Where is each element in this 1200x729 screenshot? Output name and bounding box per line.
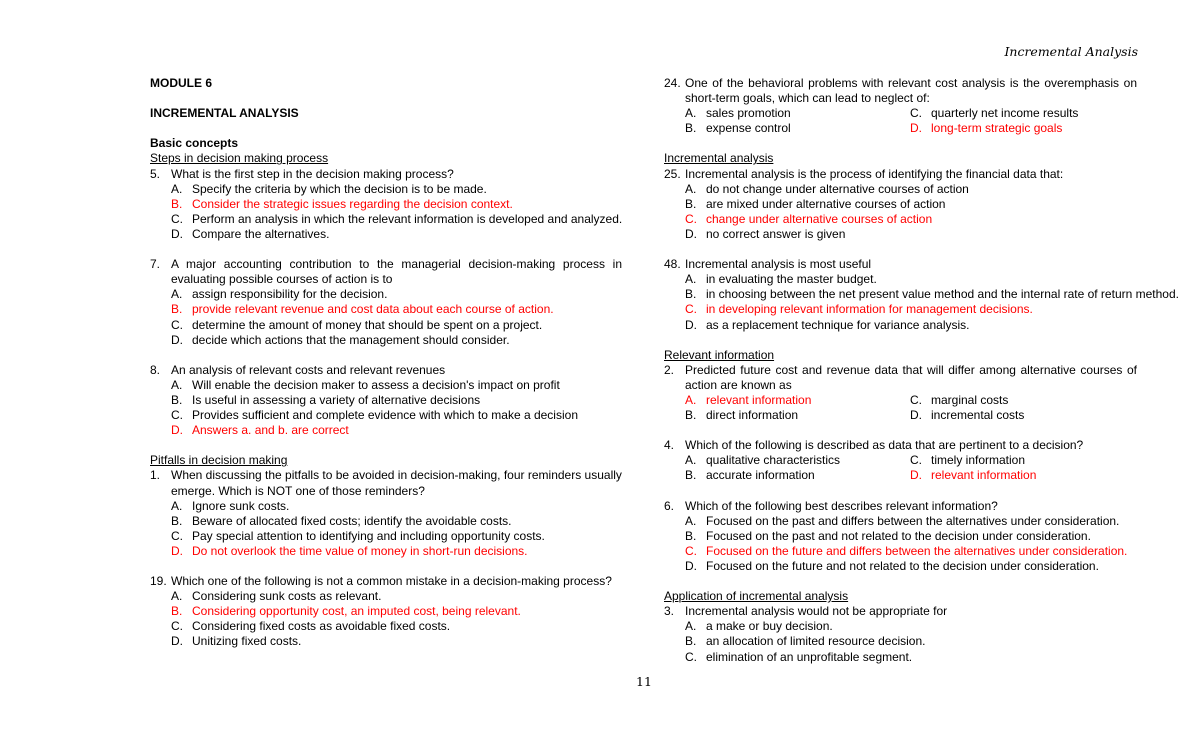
option <box>664 182 1137 197</box>
option-letter: C. <box>685 649 697 664</box>
module-label: MODULE 6 <box>150 76 213 90</box>
option-text: Considering opportunity cost, an imputed cost, being relevant. <box>192 604 521 619</box>
question-text: Incremental analysis would not be appropriate for <box>685 604 948 619</box>
option-letter: B. <box>685 287 697 302</box>
option-text: Beware of allocated fixed costs; identify the avoidable costs. <box>192 513 512 528</box>
option-correct <box>910 468 1135 483</box>
option <box>150 619 622 634</box>
subsection-heading: Application of incremental analysis <box>664 589 849 604</box>
option-text: Ignore sunk costs. <box>192 498 290 513</box>
option <box>664 468 910 483</box>
option-letter: D. <box>171 634 183 649</box>
option-row <box>664 468 1137 483</box>
option-letter: A. <box>171 498 183 513</box>
option-letter: C. <box>910 392 922 407</box>
question-text: When discussing the pitfalls to be avoided in decision-making, four reminders usually emerge. Which is NOT one of those reminders? <box>171 468 622 498</box>
option-text: marginal costs <box>931 392 1009 407</box>
option-letter: A. <box>171 287 183 302</box>
question-48: 48. Incremental analysis is most useful <box>664 257 1137 272</box>
option-letter: A. <box>685 181 697 196</box>
option-correct <box>910 121 1135 136</box>
option-text: Consider the strategic issues regarding the decision context. <box>192 196 513 211</box>
option <box>664 318 1137 333</box>
option-text: relevant information <box>931 468 1037 483</box>
question-2: 2. Predicted future cost and revenue data that will differ among alternative courses of action are known as <box>664 362 1137 392</box>
option-letter: D. <box>685 317 697 332</box>
option-text: Focused on the future and differs between the alternatives under consideration. <box>706 543 1128 558</box>
option <box>150 634 622 649</box>
question-7: 7. A major accounting contribution to the managerial decision-making process in evaluating possible courses of action is to <box>150 257 622 287</box>
option-letter: C. <box>685 543 697 558</box>
option-text: assign responsibility for the decision. <box>192 287 388 302</box>
question-text: Which one of the following is not a common mistake in a decision-making process? <box>171 574 612 589</box>
option-letter: D. <box>685 226 697 241</box>
option-letter: D. <box>171 423 183 438</box>
option-text: elimination of an unprofitable segment. <box>706 649 913 664</box>
question-text: A major accounting contribution to the managerial decision-making process in evaluating possible courses of action is to <box>171 257 622 287</box>
option-letter: A. <box>171 589 183 604</box>
question-19: 19. Which one of the following is not a common mistake in a decision-making process? <box>150 574 622 589</box>
subsection-heading: Relevant information <box>664 347 775 362</box>
option-letter: C. <box>171 408 183 423</box>
option-letter: D. <box>171 332 183 347</box>
option-letter: C. <box>685 211 697 226</box>
option-text: Answers a. and b. are correct <box>192 423 349 438</box>
option <box>664 529 1137 544</box>
option-text: Specify the criteria by which the decision is to be made. <box>192 181 487 196</box>
option <box>910 393 1135 408</box>
option-letter: A. <box>685 453 697 468</box>
option-text: direct information <box>706 408 799 423</box>
option <box>150 287 622 302</box>
option-letter: B. <box>685 408 697 423</box>
option-letter: A. <box>171 181 183 196</box>
option-text: in choosing between the net present value method and the internal rate of return method. <box>706 287 1179 302</box>
option-text: sales promotion <box>706 106 791 121</box>
question-text: Which of the following is described as data that are pertinent to a decision? <box>685 438 1084 453</box>
option-letter: B. <box>685 528 697 543</box>
option-letter: C. <box>171 528 183 543</box>
question-text: What is the first step in the decision making process? <box>171 166 454 181</box>
question-text: Which of the following best describes relevant information? <box>685 498 998 513</box>
question-text: One of the behavioral problems with relevant cost analysis is the overemphasis on short-term goals, which can lead to neglect of: <box>685 76 1137 106</box>
question-text: Incremental analysis is the process of identifying the financial data that: <box>685 166 1064 181</box>
option <box>664 227 1137 242</box>
option-text: do not change under alternative courses of action <box>706 181 969 196</box>
option <box>150 499 622 514</box>
option-letter: C. <box>910 106 922 121</box>
option-text: provide relevant revenue and cost data about each course of action. <box>192 302 554 317</box>
left-column <box>150 76 622 650</box>
option-correct <box>150 544 622 559</box>
option-row <box>664 106 1137 121</box>
option-text: Unitizing fixed costs. <box>192 634 302 649</box>
right-column <box>664 76 1179 665</box>
option-text: as a replacement technique for variance analysis. <box>706 317 970 332</box>
option-correct <box>150 197 622 212</box>
option-text: no correct answer is given <box>706 226 846 241</box>
option-text: Is useful in assessing a variety of alternative decisions <box>192 392 481 407</box>
option <box>150 378 622 393</box>
option-letter: C. <box>171 317 183 332</box>
option-letter: A. <box>685 619 697 634</box>
option-letter: C. <box>171 619 183 634</box>
option-letter: C. <box>685 302 697 317</box>
question-25: 25. Incremental analysis is the process of identifying the financial data that: <box>664 167 1137 182</box>
option-letter: D. <box>171 543 183 558</box>
option <box>664 121 910 136</box>
option-text: Perform an analysis in which the relevant information is developed and analyzed. <box>192 211 623 226</box>
question-24: 24. One of the behavioral problems with relevant cost analysis is the overemphasis on short-term goals, which can lead to neglect of: <box>664 76 1137 106</box>
subsection-heading: Pitfalls in decision making <box>150 453 288 468</box>
option-text: incremental costs <box>931 408 1025 423</box>
option-correct <box>664 393 910 408</box>
option-text: change under alternative courses of action <box>706 211 933 226</box>
option-text: Focused on the past and differs between the alternatives under consideration. <box>706 513 1120 528</box>
option-text: decide which actions that the management should consider. <box>192 332 510 347</box>
option <box>664 408 910 423</box>
option <box>150 514 622 529</box>
option-row <box>664 408 1137 423</box>
option-correct <box>664 302 1137 317</box>
option-row <box>664 393 1137 408</box>
option <box>664 559 1137 574</box>
question-4: 4. Which of the following is described as data that are pertinent to a decision? <box>664 438 1137 453</box>
question-text: An analysis of relevant costs and relevant revenues <box>171 362 446 377</box>
option-text: an allocation of limited resource decision. <box>706 634 926 649</box>
option-text: are mixed under alternative courses of action <box>706 196 946 211</box>
option-letter: A. <box>685 106 697 121</box>
option-text: qualitative characteristics <box>706 453 841 468</box>
option-text: Pay special attention to identifying and including opportunity costs. <box>192 528 545 543</box>
option-letter: A. <box>171 377 183 392</box>
option <box>664 514 1137 529</box>
option <box>150 333 622 348</box>
option <box>664 272 1137 287</box>
option <box>150 212 622 227</box>
question-text: Predicted future cost and revenue data that will differ among alternative courses of action are known as <box>685 362 1137 392</box>
option-letter: B. <box>685 468 697 483</box>
option-letter: A. <box>685 392 697 407</box>
question-8: 8. An analysis of relevant costs and relevant revenues <box>150 363 622 378</box>
option <box>664 650 1137 665</box>
option-correct <box>150 302 622 317</box>
option-letter: B. <box>685 196 697 211</box>
question-text: Incremental analysis is most useful <box>685 257 872 272</box>
option-letter: B. <box>171 392 183 407</box>
option <box>664 453 910 468</box>
option-text: expense control <box>706 121 791 136</box>
option-letter: B. <box>171 302 183 317</box>
option <box>910 453 1135 468</box>
option <box>664 106 910 121</box>
option <box>150 182 622 197</box>
module-title: INCREMENTAL ANALYSIS <box>150 106 299 121</box>
option-text: accurate information <box>706 468 815 483</box>
running-header: Incremental Analysis <box>1004 44 1138 59</box>
option-letter: D. <box>910 121 922 136</box>
option-text: in evaluating the master budget. <box>706 272 877 287</box>
option <box>150 529 622 544</box>
option <box>150 318 622 333</box>
option-text: quarterly net income results <box>931 106 1079 121</box>
question-3: 3. Incremental analysis would not be appropriate for <box>664 604 1137 619</box>
option <box>150 589 622 604</box>
option-text: Compare the alternatives. <box>192 226 330 241</box>
option <box>910 408 1135 423</box>
question-6: 6. Which of the following best describes relevant information? <box>664 499 1137 514</box>
option-letter: C. <box>171 211 183 226</box>
option-text: determine the amount of money that should be spent on a project. <box>192 317 543 332</box>
option-text: Focused on the past and not related to the decision under consideration. <box>706 528 1091 543</box>
option <box>150 408 622 423</box>
option-row <box>664 121 1137 136</box>
section-heading: Basic concepts <box>150 136 239 151</box>
option-text: Do not overlook the time value of money in short-run decisions. <box>192 543 528 558</box>
option-correct <box>664 544 1137 559</box>
option-letter: D. <box>171 226 183 241</box>
question-5: 5. What is the first step in the decision making process? <box>150 167 622 182</box>
option-letter: A. <box>685 513 697 528</box>
option-letter: B. <box>685 121 697 136</box>
option <box>664 619 1137 634</box>
option <box>150 393 622 408</box>
option-correct <box>150 604 622 619</box>
question-1: 1. When discussing the pitfalls to be avoided in decision-making, four reminders usually emerge. Which is NOT one of those reminders? <box>150 468 622 498</box>
page-number: 11 <box>636 674 652 689</box>
option-text: Provides sufficient and complete evidence with which to make a decision <box>192 408 578 423</box>
option-text: relevant information <box>706 392 812 407</box>
option-correct <box>150 423 622 438</box>
option <box>664 287 1179 302</box>
option <box>664 197 1137 212</box>
option-text: in developing relevant information for management decisions. <box>706 302 1033 317</box>
subsection-heading: Steps in decision making process <box>150 151 329 166</box>
option-letter: C. <box>910 453 922 468</box>
option-text: long-term strategic goals <box>931 121 1063 136</box>
subsection-heading: Incremental analysis <box>664 151 774 166</box>
option-text: Will enable the decision maker to assess a decision's impact on profit <box>192 377 560 392</box>
option-letter: B. <box>171 513 183 528</box>
option-letter: D. <box>910 468 922 483</box>
option-row <box>664 453 1137 468</box>
option-text: timely information <box>931 453 1026 468</box>
option <box>664 634 1137 649</box>
option-letter: A. <box>685 272 697 287</box>
option-letter: B. <box>685 634 697 649</box>
option-text: Considering fixed costs as avoidable fixed costs. <box>192 619 451 634</box>
option-letter: B. <box>171 196 183 211</box>
option-letter: D. <box>685 559 697 573</box>
option-letter: D. <box>910 408 922 423</box>
option <box>150 227 622 242</box>
option-letter: B. <box>171 604 183 619</box>
option-text: Considering sunk costs as relevant. <box>192 589 382 604</box>
option <box>910 106 1135 121</box>
option-correct <box>664 212 1137 227</box>
option-text: Focused on the future and not related to the decision under consideration. <box>706 559 1099 573</box>
option-text: a make or buy decision. <box>706 619 833 634</box>
